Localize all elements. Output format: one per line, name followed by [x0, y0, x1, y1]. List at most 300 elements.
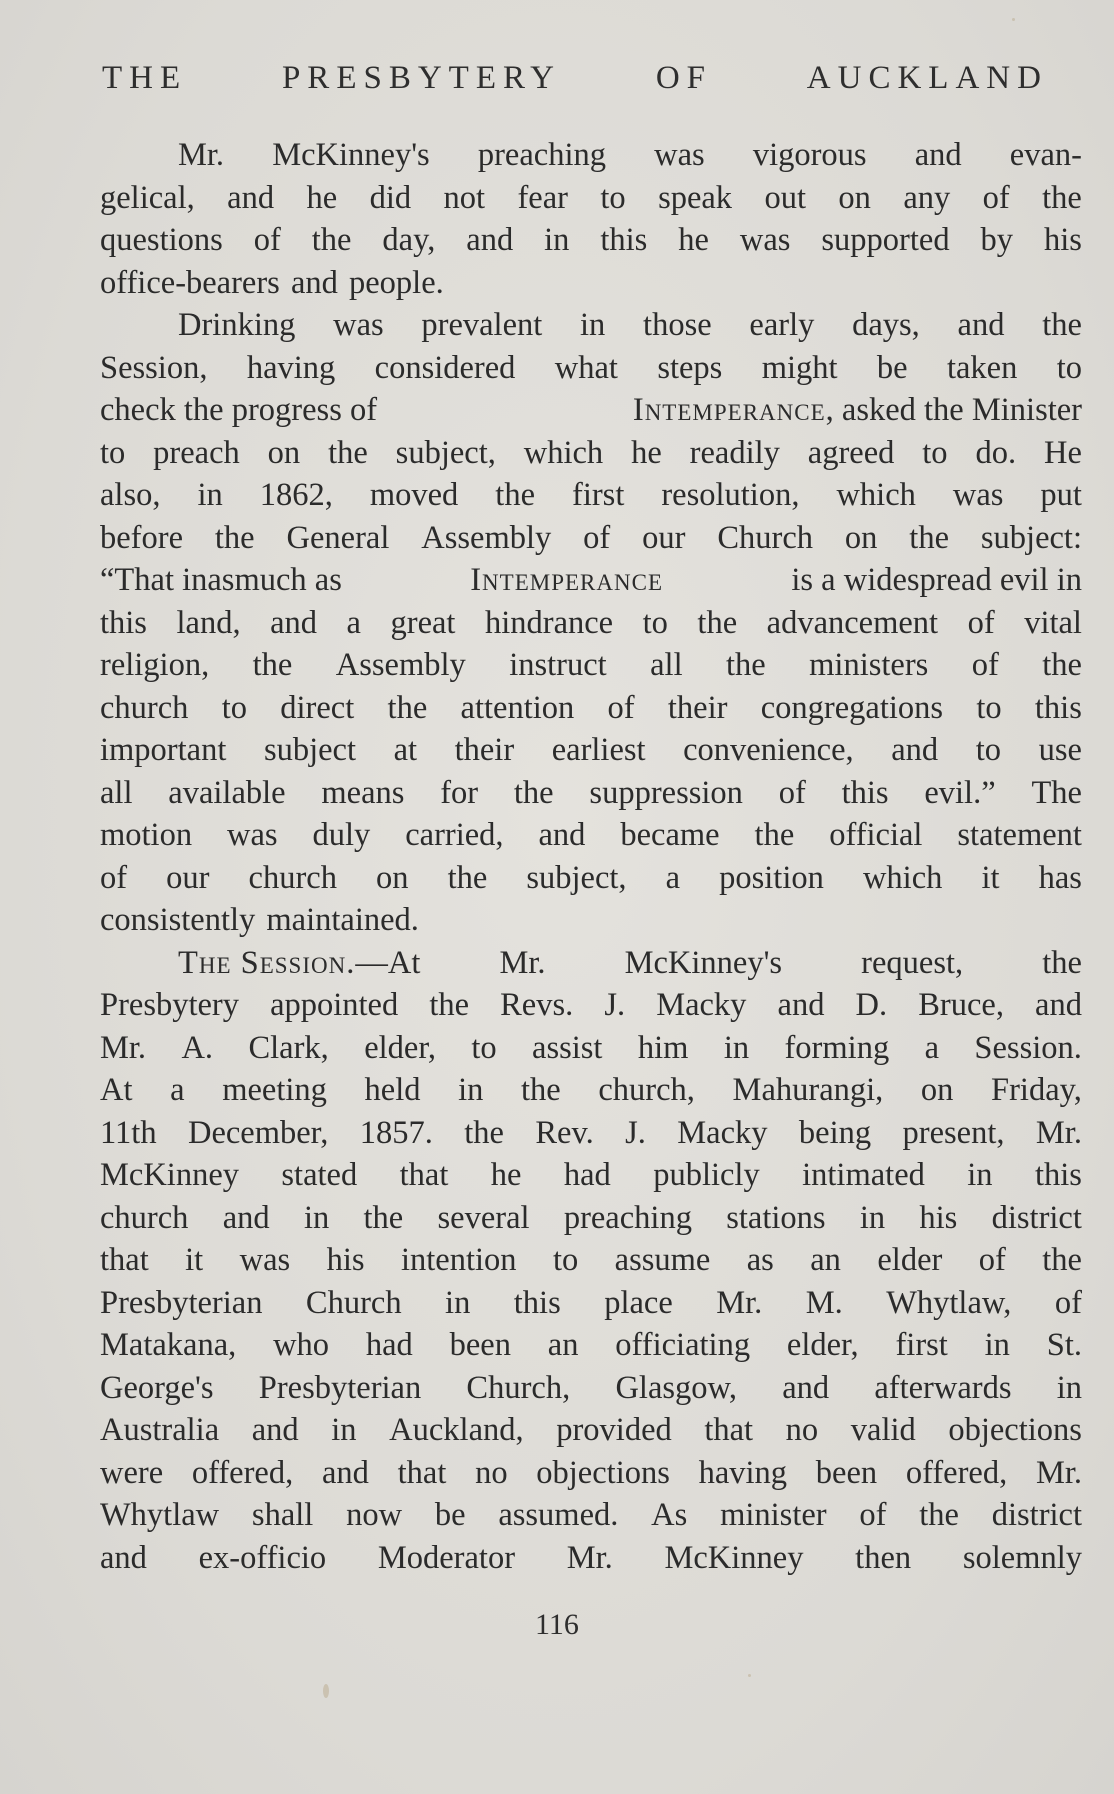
word: the	[387, 689, 428, 726]
word: convenience,	[683, 732, 854, 768]
word: the	[726, 647, 766, 683]
p2-line-12	[100, 772, 1082, 815]
word: fear	[517, 179, 568, 216]
p1-line-4	[100, 262, 1082, 305]
word: and	[957, 307, 1005, 343]
word: Drinking	[178, 307, 296, 343]
word: his	[1043, 222, 1082, 258]
word: objections	[536, 1454, 670, 1491]
word: The	[1031, 774, 1082, 811]
word: their	[454, 732, 515, 768]
p3-line-12	[100, 1409, 1082, 1452]
word: Mr.	[100, 1029, 147, 1066]
running-head	[102, 60, 1048, 97]
word: congregations	[760, 689, 944, 726]
word: —At	[355, 944, 421, 981]
word: of	[778, 774, 806, 811]
word: officiating	[615, 1327, 751, 1363]
word: the	[328, 434, 368, 471]
word: direct	[280, 689, 355, 726]
word: subject,	[526, 859, 627, 896]
p3-line-2	[100, 984, 1082, 1027]
p2-line-10	[100, 687, 1082, 730]
word: had	[365, 1327, 413, 1363]
word: in	[580, 307, 606, 343]
word: elder,	[364, 1029, 436, 1066]
word: in	[303, 1199, 330, 1236]
p2-line-1	[100, 304, 1082, 347]
word: of	[607, 689, 635, 726]
word: the	[909, 519, 950, 556]
word: what	[554, 349, 618, 386]
word: subject:	[980, 519, 1082, 556]
word: an	[547, 1327, 579, 1363]
word: it	[185, 1242, 204, 1278]
word: Glasgow,	[615, 1369, 737, 1406]
body-text	[100, 134, 1082, 1579]
word: to	[975, 732, 1001, 768]
word: being	[798, 1114, 872, 1151]
word: and	[914, 137, 962, 173]
word: did	[369, 179, 412, 216]
word: elder	[877, 1242, 943, 1278]
section-heading-group	[178, 942, 420, 985]
word: and	[321, 1454, 369, 1491]
p3-line-6	[100, 1154, 1082, 1197]
word: 11th	[100, 1114, 157, 1151]
word: and	[222, 1199, 270, 1236]
text-span: consistently maintained.	[100, 902, 419, 938]
p3-line-5	[100, 1112, 1082, 1155]
word: position	[719, 859, 824, 896]
word: meeting	[222, 1072, 327, 1108]
word: prevalent	[421, 307, 543, 343]
p3-line-13	[100, 1452, 1082, 1495]
word: a	[924, 1029, 940, 1066]
small-caps-term: Intemperance	[632, 392, 826, 428]
word: Bruce,	[918, 987, 1004, 1023]
word: was	[333, 307, 384, 343]
word: questions	[100, 222, 223, 258]
word: means	[321, 774, 405, 811]
p2-line-8	[100, 602, 1082, 645]
word: George's	[100, 1369, 214, 1406]
word: December,	[187, 1114, 329, 1151]
word: and	[100, 1539, 147, 1576]
word: on	[838, 179, 871, 216]
word: of	[978, 1242, 1006, 1278]
word: great	[390, 604, 456, 641]
word: publicly	[653, 1157, 760, 1193]
word: J.	[625, 1114, 646, 1151]
p3-line-8	[100, 1239, 1082, 1282]
word: McKinney's	[624, 944, 783, 981]
word: no	[785, 1412, 819, 1448]
word: in	[331, 1412, 357, 1448]
word: was	[739, 222, 791, 258]
p2-line-2	[100, 347, 1082, 390]
word: in	[967, 1157, 993, 1193]
word: for	[440, 774, 479, 811]
word: to	[600, 179, 626, 216]
word: was	[654, 137, 705, 173]
word: place	[604, 1284, 673, 1321]
word: statement	[957, 817, 1082, 853]
word: now	[346, 1497, 403, 1533]
word: he	[631, 434, 662, 471]
word: of	[982, 179, 1010, 216]
word: an	[810, 1242, 841, 1278]
word: assume	[614, 1242, 711, 1278]
word: to	[552, 1242, 579, 1278]
word: vigorous	[752, 137, 867, 173]
word: gelical,	[100, 179, 195, 216]
paper-speck	[1012, 18, 1015, 21]
word: which	[862, 859, 943, 896]
word: been	[449, 1327, 511, 1363]
word: in	[445, 1284, 471, 1321]
p3-line-11	[100, 1367, 1082, 1410]
word: the	[521, 1072, 561, 1108]
word: this	[600, 222, 648, 258]
word: not	[443, 179, 486, 216]
word: shall	[251, 1497, 314, 1533]
running-head-word: AUCKLAND	[806, 60, 1048, 96]
word: assist	[532, 1029, 603, 1066]
word: resolution,	[661, 477, 800, 513]
word: He	[1043, 434, 1082, 471]
word: also,	[100, 477, 161, 513]
word: he	[678, 222, 709, 258]
p2-line-13	[100, 814, 1082, 857]
p1-line-1	[100, 134, 1082, 177]
word: our	[166, 859, 210, 896]
word: the	[1042, 647, 1082, 683]
p3-line-15	[100, 1537, 1082, 1580]
word: Session,	[100, 349, 208, 386]
word: church	[100, 689, 189, 726]
word: the	[311, 222, 352, 258]
word: subject	[263, 732, 356, 768]
word: his	[919, 1199, 958, 1236]
word: first	[572, 477, 625, 513]
text-span: check the progress of	[100, 392, 378, 428]
word: evan-	[1009, 137, 1082, 173]
p3-line-1	[100, 942, 1082, 985]
word: Mr.	[1035, 1114, 1082, 1151]
word: out	[764, 179, 806, 216]
paper-speck	[748, 1674, 751, 1677]
word: days,	[852, 307, 920, 343]
word: held	[364, 1072, 421, 1108]
p1-line-2	[100, 177, 1082, 220]
word: in	[544, 222, 570, 258]
word: Church	[305, 1284, 402, 1321]
word: that	[399, 1157, 449, 1193]
word: Auckland,	[389, 1412, 524, 1448]
text-span: “That inasmuch as	[100, 562, 342, 598]
word: hindrance	[484, 604, 614, 641]
word: him	[637, 1029, 689, 1066]
word: present,	[902, 1114, 1005, 1151]
word: it	[981, 859, 1000, 896]
word: put	[1040, 477, 1082, 513]
word: and	[777, 987, 825, 1023]
word: preaching	[563, 1199, 692, 1236]
word: Friday,	[991, 1072, 1082, 1108]
word: Matakana,	[100, 1327, 237, 1363]
word: Moderator	[377, 1539, 516, 1576]
word: this	[100, 604, 147, 641]
word: in	[859, 1199, 886, 1236]
word: the	[1042, 307, 1082, 343]
word: solemnly	[962, 1539, 1082, 1576]
word: important	[100, 732, 227, 768]
p3-line-3	[100, 1027, 1082, 1070]
word: Macky	[677, 1114, 768, 1151]
word: D.	[855, 987, 888, 1023]
word: appointed	[270, 987, 399, 1023]
page-number: 116	[535, 1608, 579, 1641]
word: of	[253, 222, 281, 258]
word: Assembly	[421, 519, 552, 556]
word: on	[267, 434, 301, 471]
word: land,	[176, 604, 241, 641]
word: and	[1035, 987, 1082, 1023]
word: agreed	[807, 434, 895, 471]
word: suppression	[589, 774, 743, 811]
p2-line-15	[100, 899, 1082, 942]
word: this	[1034, 689, 1082, 726]
word: to	[471, 1029, 497, 1066]
text-span: is a widespread evil in	[791, 562, 1082, 598]
p2-line-4	[100, 432, 1082, 475]
word: this	[841, 774, 889, 811]
word: earliest	[551, 732, 646, 768]
word: district	[991, 1497, 1082, 1533]
word: Presbyterian	[258, 1369, 422, 1406]
word: stated	[281, 1157, 358, 1193]
text-span: , asked the Minister	[825, 392, 1082, 428]
word: to	[1056, 349, 1082, 386]
word: objections	[948, 1412, 1082, 1448]
word: McKinney	[664, 1539, 804, 1576]
word: in	[984, 1327, 1010, 1363]
word: having	[246, 349, 336, 386]
word: Mr.	[716, 1284, 763, 1321]
section-heading: The Session.	[178, 944, 356, 981]
text-span: office-bearers and people.	[100, 264, 444, 301]
word: duly	[312, 817, 371, 853]
word: of	[967, 604, 995, 641]
word: McKinney's	[272, 137, 430, 173]
word: that	[704, 1412, 754, 1448]
word: be	[876, 349, 908, 386]
word: and	[782, 1369, 830, 1406]
word: request,	[861, 944, 964, 981]
p3-line-7	[100, 1197, 1082, 1240]
word: offered,	[191, 1454, 294, 1491]
p3-line-14	[100, 1494, 1082, 1537]
word: Church	[717, 519, 814, 556]
word: had	[563, 1157, 611, 1193]
word: the	[754, 817, 795, 853]
word: assumed.	[498, 1497, 619, 1533]
word: a	[346, 604, 361, 641]
word: and	[466, 222, 514, 258]
word: readily	[689, 434, 780, 471]
word: by	[980, 222, 1014, 258]
word: those	[643, 307, 712, 343]
word: taken	[946, 349, 1018, 386]
word: of	[859, 1497, 887, 1533]
word: and	[538, 817, 586, 853]
p2-line-6	[100, 517, 1082, 560]
word: supported	[821, 222, 950, 258]
word: to	[922, 434, 948, 471]
word: district	[991, 1199, 1082, 1236]
word: official	[829, 817, 923, 853]
word: to	[100, 434, 126, 471]
word: to	[221, 689, 247, 726]
word: all	[650, 647, 683, 683]
p2-line-14	[100, 857, 1082, 900]
small-caps-term: Intemperance	[470, 562, 664, 598]
word: ex-officio	[198, 1539, 327, 1576]
word: in	[723, 1029, 750, 1066]
word: church	[248, 859, 337, 896]
word: on	[844, 519, 878, 556]
p2-line-9	[100, 644, 1082, 687]
word: the	[495, 477, 536, 513]
word: attention	[460, 689, 575, 726]
word: moved	[369, 477, 459, 513]
word: this	[1034, 1157, 1082, 1193]
word: was	[227, 817, 278, 853]
word: Assembly	[335, 647, 466, 683]
word: A.	[181, 1029, 214, 1066]
word: and	[251, 1412, 299, 1448]
word: 1862,	[259, 477, 333, 513]
word: and	[891, 732, 939, 768]
word: intimated	[802, 1157, 925, 1193]
word: that	[397, 1454, 447, 1491]
word: having	[698, 1454, 788, 1491]
word: Presbytery	[100, 987, 239, 1023]
word: evil.”	[924, 774, 996, 811]
word: speak	[658, 179, 733, 216]
word: stations	[726, 1199, 826, 1236]
p3-line-10	[100, 1324, 1082, 1367]
word: offered,	[905, 1454, 1008, 1491]
word: of	[583, 519, 611, 556]
word: the	[447, 859, 488, 896]
word: Mr.	[566, 1539, 613, 1576]
word: General	[286, 519, 390, 556]
p2-line-3	[100, 389, 1082, 432]
word: available	[168, 774, 286, 811]
word: McKinney	[100, 1157, 239, 1193]
word: our	[642, 519, 686, 556]
word: of	[1054, 1284, 1082, 1321]
word: became	[620, 817, 720, 853]
word: Mr.	[178, 137, 225, 173]
p2-line-11	[100, 729, 1082, 772]
word: and	[227, 179, 275, 216]
word: has	[1038, 859, 1082, 896]
word: As	[651, 1497, 688, 1533]
word: the	[513, 774, 554, 811]
word: then	[855, 1539, 912, 1576]
word: several	[437, 1199, 530, 1236]
word: provided	[556, 1412, 672, 1448]
word: minister	[720, 1497, 827, 1533]
word: on	[376, 859, 409, 896]
word: Australia	[100, 1412, 220, 1448]
word: Mahurangi,	[732, 1072, 884, 1108]
word: Mr.	[499, 944, 546, 981]
word: do.	[975, 434, 1017, 471]
word: the	[214, 519, 255, 556]
word: any	[903, 179, 951, 216]
word: was	[239, 1242, 291, 1278]
word: Presbyterian	[100, 1284, 263, 1321]
word: Mr.	[1035, 1454, 1082, 1491]
word: the	[464, 1114, 504, 1151]
word: church,	[598, 1072, 695, 1108]
word: Church,	[466, 1369, 571, 1406]
word: the	[1042, 1242, 1082, 1278]
p3-line-9	[100, 1282, 1082, 1325]
inline-small-caps	[633, 389, 1082, 432]
word: no	[475, 1454, 508, 1491]
running-head-word: THE	[102, 60, 188, 96]
word: St.	[1046, 1327, 1082, 1363]
word: Clark,	[248, 1029, 329, 1066]
running-head-word: OF	[655, 60, 712, 96]
word: J.	[604, 987, 626, 1023]
word: the	[429, 987, 470, 1023]
word: the	[1042, 944, 1082, 981]
word: Whytlaw	[100, 1497, 220, 1533]
paper-speck	[323, 1684, 329, 1698]
word: to	[642, 604, 668, 641]
p3-line-4	[100, 1069, 1082, 1112]
word: he	[490, 1157, 522, 1193]
word: Revs.	[500, 987, 574, 1023]
word: a	[665, 859, 681, 896]
word: his	[326, 1242, 365, 1278]
word: subject,	[395, 434, 496, 471]
word: considered	[374, 349, 516, 386]
word: vital	[1024, 604, 1082, 641]
word: and	[270, 604, 318, 641]
word: intention	[400, 1242, 517, 1278]
word: instruct	[509, 647, 607, 683]
word: on	[920, 1072, 954, 1108]
word: Macky	[656, 987, 747, 1023]
word: this	[513, 1284, 561, 1321]
p2-line-7	[100, 559, 1082, 602]
word: were	[100, 1454, 164, 1491]
word: of	[971, 647, 999, 683]
word: Session.	[974, 1029, 1082, 1066]
word: religion,	[100, 647, 210, 683]
word: in	[1056, 1369, 1082, 1406]
word: the	[363, 1199, 404, 1236]
word: the	[252, 647, 293, 683]
p1-line-3	[100, 219, 1082, 262]
